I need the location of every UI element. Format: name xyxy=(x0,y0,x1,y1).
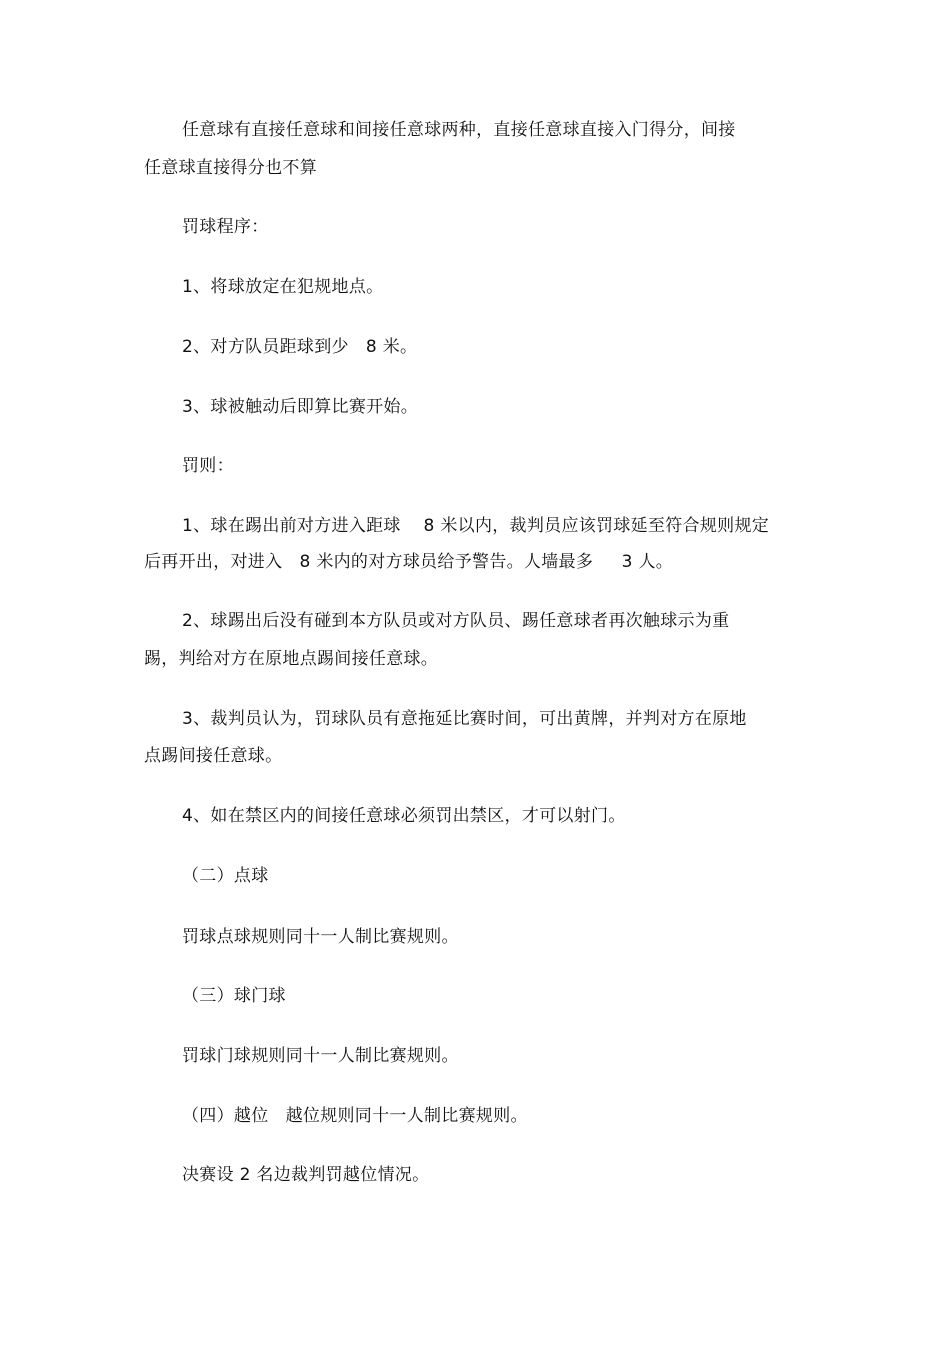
section-4-title: （四）越位 越位规则同十一人制比赛规则。 xyxy=(182,1106,528,1126)
section-2-body: 罚球点球规则同十一人制比赛规则。 xyxy=(182,927,459,947)
penalty-item-2-line-2: 踢，判给对方在原地点踢间接任意球。 xyxy=(144,649,439,669)
section-3-body: 罚球门球规则同十一人制比赛规则。 xyxy=(182,1046,459,1066)
penalty-item-3-line-1: 3、裁判员认为，罚球队员有意拖延比赛时间，可出黄牌，并判对方在原地 xyxy=(182,709,747,729)
penalty-item-1-line-2: 后再开出，对进入 8 米内的对方球员给予警告。人墙最多 3 人。 xyxy=(144,552,674,572)
penalty-heading: 罚则： xyxy=(182,456,234,476)
procedure-item-1: 1、将球放定在犯规地点。 xyxy=(182,277,384,297)
section-3-title: （三）球门球 xyxy=(182,986,286,1006)
penalty-item-3-line-2: 点踢间接任意球。 xyxy=(144,746,283,766)
penalty-item-4: 4、如在禁区内的间接任意球必须罚出禁区，才可以射门。 xyxy=(182,806,626,826)
section-4-body: 决赛设 2 名边裁判罚越位情况。 xyxy=(182,1165,430,1185)
penalty-item-2-line-1: 2、球踢出后没有碰到本方队员或对方队员、踢任意球者再次触球示为重 xyxy=(182,611,730,631)
section-2-title: （二）点球 xyxy=(182,866,269,886)
procedure-heading: 罚球程序： xyxy=(182,217,269,237)
paragraph-intro-line-1: 任意球有直接任意球和间接任意球两种，直接任意球直接入门得分，间接 xyxy=(182,120,736,140)
paragraph-intro-line-2: 任意球直接得分也不算 xyxy=(144,158,317,178)
penalty-item-1-line-1: 1、球在踢出前对方进入距球 8 米以内，裁判员应该罚球延至符合规则规定 xyxy=(182,516,770,536)
procedure-item-3: 3、球被触动后即算比赛开始。 xyxy=(182,397,419,417)
procedure-item-2: 2、对方队员距球到少 8 米。 xyxy=(182,337,418,357)
